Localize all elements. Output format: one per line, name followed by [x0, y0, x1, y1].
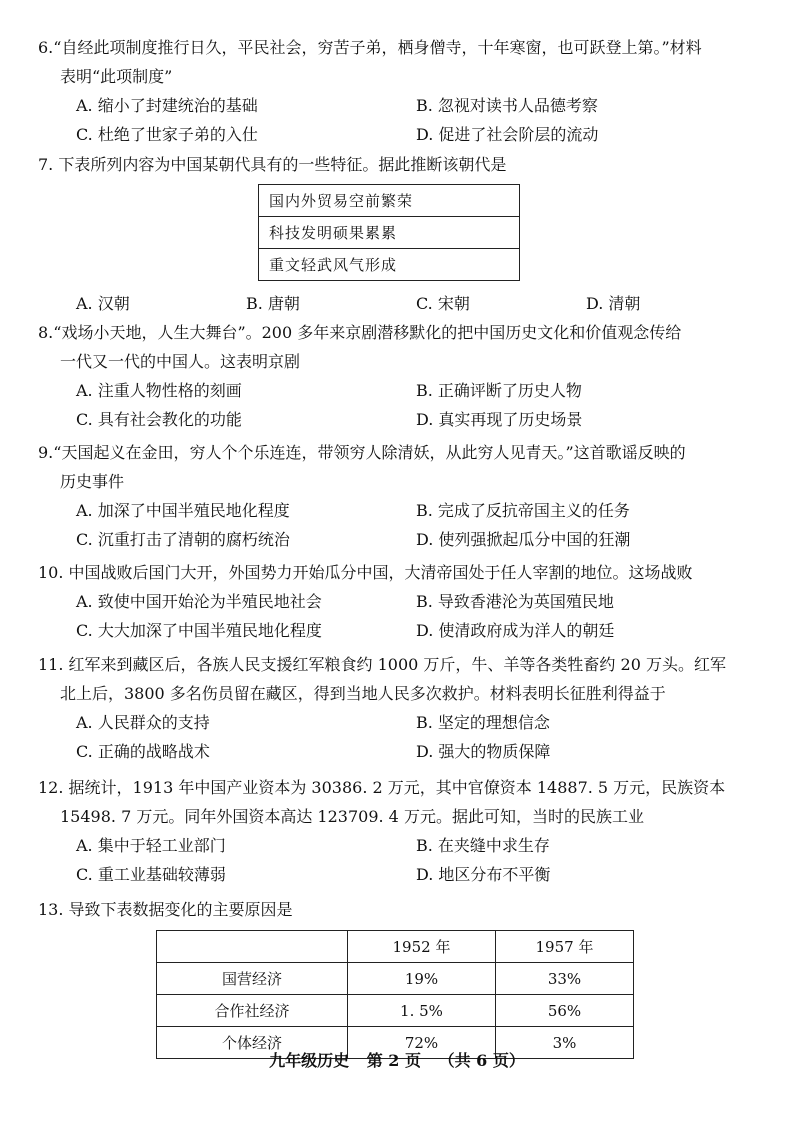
- question-12: [38, 773, 758, 889]
- option-d[interactable]: D. 地区分布不平衡: [416, 865, 551, 884]
- option-d[interactable]: D. 强大的物质保障: [416, 742, 551, 761]
- table-cell: 33%: [496, 963, 634, 995]
- question-stem-cont: 表明“此项制度”: [60, 67, 173, 86]
- option-b[interactable]: B. 坚定的理想信念: [416, 713, 550, 732]
- table-cell: 19%: [348, 963, 496, 995]
- feature-cell: 科技发明硕果累累: [259, 217, 520, 249]
- question-stem: 6.“自经此项制度推行日久，平民社会，穷苦子弟，栖身僧寺，十年寒窗，也可跃登上第。”材料: [38, 38, 702, 57]
- header-cell: [157, 931, 348, 963]
- question-stem-cont: 北上后，3800 多名伤员留在藏区，得到当地人民多次救护。材料表明长征胜利得益于: [60, 684, 666, 703]
- option-c[interactable]: C. 大大加深了中国半殖民地化程度: [76, 621, 322, 640]
- option-c[interactable]: C. 正确的战略战术: [76, 742, 210, 761]
- question-7: [38, 150, 758, 179]
- option-b[interactable]: B. 完成了反抗帝国主义的任务: [416, 501, 630, 520]
- question-stem: 7. 下表所列内容为中国某朝代具有的一些特征。据此推断该朝代是: [38, 155, 507, 174]
- question-stem: 8.“戏场小天地，人生大舞台”。200 多年来京剧潜移默化的把中国历史文化和价值观念传给: [38, 323, 682, 342]
- option-c[interactable]: C. 杜绝了世家子弟的入仕: [76, 125, 258, 144]
- row-label: 合作社经济: [157, 995, 348, 1027]
- feature-cell: 重文轻武风气形成: [259, 249, 520, 281]
- question-stem-cont: 历史事件: [60, 472, 125, 491]
- question-stem-cont: 15498. 7 万元。同年外国资本高达 123709. 4 万元。据此可知，当时的民族工业: [60, 807, 644, 826]
- footer-subject: 九年级历史: [269, 1051, 350, 1070]
- question-stem-cont: 一代又一代的中国人。这表明京剧: [60, 352, 301, 371]
- table-cell: 3%: [496, 1027, 634, 1059]
- option-a[interactable]: A. 集中于轻工业部门: [76, 836, 226, 855]
- option-d[interactable]: D. 使清政府成为洋人的朝廷: [416, 621, 615, 640]
- option-c[interactable]: C. 沉重打击了清朝的腐朽统治: [76, 530, 290, 549]
- question-8: [38, 318, 758, 434]
- question-13: [38, 895, 758, 924]
- question-7-options: [38, 289, 758, 318]
- question-11: [38, 650, 758, 766]
- question-10: [38, 558, 758, 645]
- option-b[interactable]: B. 导致香港沦为英国殖民地: [416, 592, 614, 611]
- option-a[interactable]: A. 加深了中国半殖民地化程度: [76, 501, 290, 520]
- footer-page-number: 第 2 页: [366, 1051, 421, 1070]
- option-d[interactable]: D. 促进了社会阶层的流动: [416, 125, 599, 144]
- question-9: [38, 438, 758, 554]
- option-b[interactable]: B. 在夹缝中求生存: [416, 836, 550, 855]
- option-c[interactable]: C. 宋朝: [416, 294, 470, 313]
- row-label: 个体经济: [157, 1027, 348, 1059]
- feature-table: [258, 184, 520, 281]
- options: [38, 289, 758, 318]
- option-b[interactable]: B. 正确评断了历史人物: [416, 381, 582, 400]
- option-d[interactable]: D. 真实再现了历史场景: [416, 410, 583, 429]
- options: [38, 831, 758, 889]
- option-b[interactable]: B. 忽视对读书人品德考察: [416, 96, 598, 115]
- row-label: 国营经济: [157, 963, 348, 995]
- table-header-row: [157, 931, 634, 963]
- options: [38, 708, 758, 766]
- table-row: [259, 217, 520, 249]
- option-a[interactable]: A. 缩小了封建统治的基础: [76, 96, 258, 115]
- question-stem: 11. 红军来到藏区后，各族人民支援红军粮食约 1000 万斤，牛、羊等各类牲畜约 20 万头。红军: [38, 655, 726, 674]
- option-a[interactable]: A. 注重人物性格的刻画: [76, 381, 242, 400]
- economy-data-table: [156, 930, 634, 1059]
- question-stem: 10. 中国战败后国门大开，外国势力开始瓜分中国，大清帝国处于任人宰割的地位。这场战败: [38, 563, 693, 582]
- table-row: [157, 995, 634, 1027]
- options: [38, 587, 758, 645]
- header-cell: 1957 年: [496, 931, 634, 963]
- table-cell: 56%: [496, 995, 634, 1027]
- question-stem: 13. 导致下表数据变化的主要原因是: [38, 900, 293, 919]
- option-d[interactable]: D. 清朝: [586, 294, 641, 313]
- question-6: [38, 33, 758, 149]
- option-d[interactable]: D. 使列强掀起瓜分中国的狂潮: [416, 530, 631, 549]
- header-cell: 1952 年: [348, 931, 496, 963]
- table-cell: 1. 5%: [348, 995, 496, 1027]
- option-b[interactable]: B. 唐朝: [246, 294, 300, 313]
- options: [38, 91, 758, 149]
- table-row: [259, 185, 520, 217]
- option-c[interactable]: C. 具有社会教化的功能: [76, 410, 242, 429]
- option-a[interactable]: A. 汉朝: [76, 294, 130, 313]
- options: [38, 496, 758, 554]
- option-a[interactable]: A. 致使中国开始沦为半殖民地社会: [76, 592, 322, 611]
- options: [38, 376, 758, 434]
- table-row: [157, 963, 634, 995]
- question-stem: 12. 据统计，1913 年中国产业资本为 30386. 2 万元，其中官僚资本 14887. 5 万元，民族资本: [38, 778, 726, 797]
- page-footer: [0, 1048, 794, 1071]
- table-row: [259, 249, 520, 281]
- footer-total-pages: （共 6 页）: [438, 1051, 525, 1070]
- feature-cell: 国内外贸易空前繁荣: [259, 185, 520, 217]
- option-c[interactable]: C. 重工业基础较薄弱: [76, 865, 226, 884]
- option-a[interactable]: A. 人民群众的支持: [76, 713, 210, 732]
- table-cell: 72%: [348, 1027, 496, 1059]
- question-stem: 9.“天国起义在金田，穷人个个乐连连，带领穷人除清妖，从此穷人见青天。”这首歌谣反映的: [38, 443, 686, 462]
